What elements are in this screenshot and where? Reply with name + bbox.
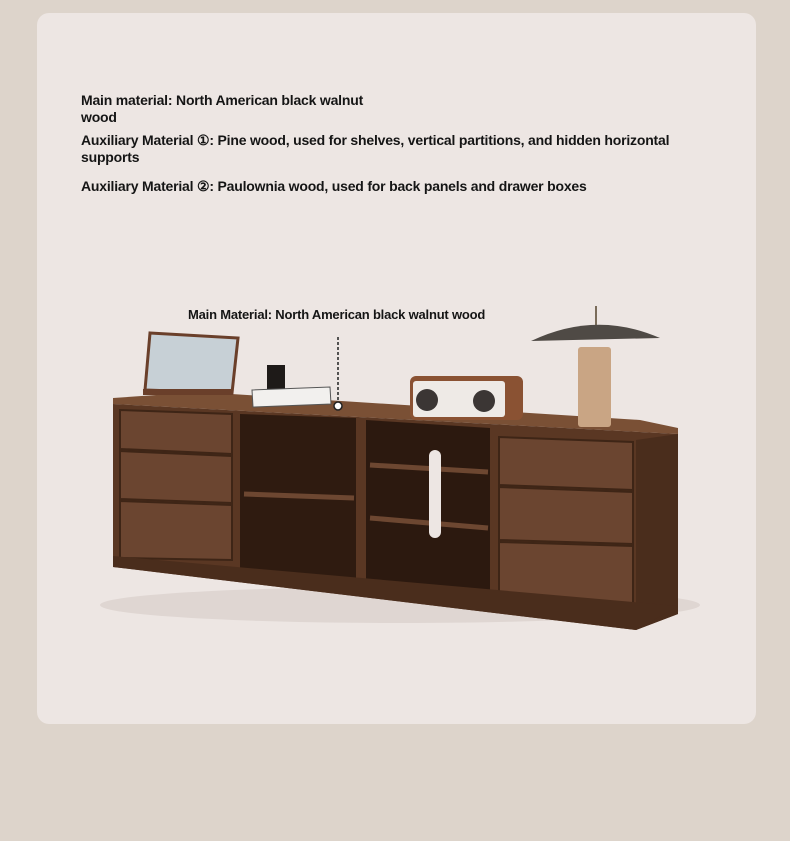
spec-main-material: Main material: North American black walnut wood [81, 92, 364, 125]
spec-auxiliary-material-1: Auxiliary Material ①: Pine wood, used for shelves, vertical partitions, and hidden horizontal supports [81, 132, 670, 165]
spec-auxiliary-material-2: Auxiliary Material ②: Paulownia wood, used for back panels and drawer boxes [81, 178, 587, 194]
callout-label: Main Material: North American black walnut wood [188, 307, 486, 322]
callout-dot [334, 402, 342, 410]
